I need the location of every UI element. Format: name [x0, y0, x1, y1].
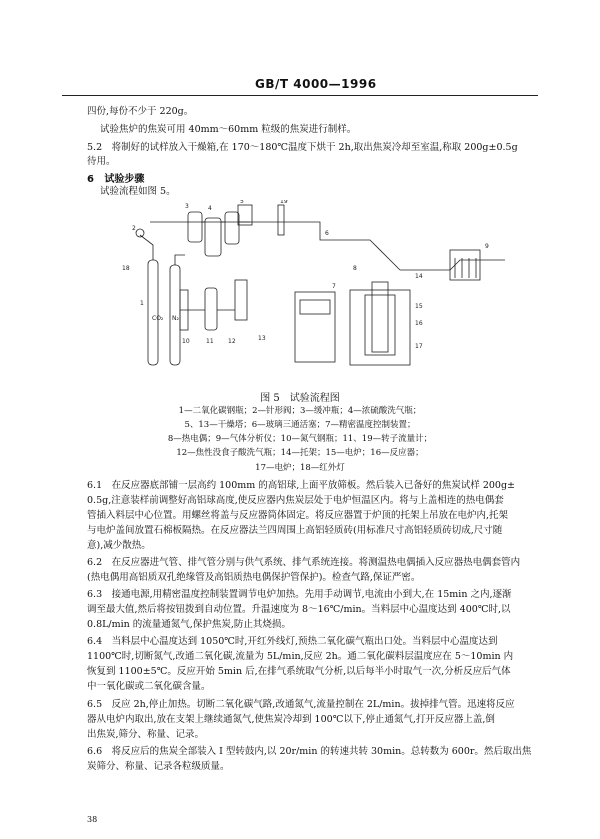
step-line: 6.4 当料层中心温度达到 1050℃时,开红外线灯,预热二氧化碳气瓶出口处。当料层中心温度达到: [87, 636, 498, 647]
legend-line: 17—电炉；18—红外灯: [255, 463, 345, 473]
legend-line: 8—热电偶；9—气体分析仪；10—氮气钢瓶；11、19—转子流量计；: [167, 434, 433, 444]
step-line: 0.8L/min 的流量通氮气,保护焦炭,防止其烧损。: [87, 619, 291, 630]
label-9: 9: [485, 243, 489, 250]
label-7: 7: [332, 283, 336, 290]
step-line: 0.5g,注意装样前调整好高铝球高度,使反应器内焦炭层处于电炉恒温区内。将与上盖相连的热电偶套: [87, 495, 504, 506]
legend-line: 1—二氧化碳钢瓶；2—针形阀；3—缓冲瓶；4—浓硫酸洗气瓶；: [178, 406, 422, 416]
label-15: 15: [415, 303, 423, 310]
step-line: 6.1 在反应器底部铺一层高约 100mm 的高铝球,上面平放筛板。然后装入已备好的焦炭试样 200g±: [87, 480, 516, 491]
step-line: 炭筛分、称量、记录各粒级质量。: [87, 761, 230, 772]
label-4: 4: [208, 205, 212, 212]
step-line: 恢复到 1100±5℃。反应开始 5min 后,在排气系统取气分析,以后每半小时取气一次,分析反应后气体: [87, 666, 511, 677]
label-6: 6: [325, 230, 329, 237]
step-line: 6.6 将反应后的焦炭全部装入 I 型转鼓内,以 20r/min 的转速共转 30min。总转数为 600r。然后取出焦: [87, 746, 532, 757]
figure-caption: 图 5 试验流程图: [260, 393, 340, 404]
paragraph-line: 试验焦炉的焦炭可用 40mm～60mm 粒级的焦炭进行制样。: [100, 124, 357, 135]
label-17: 17: [415, 343, 423, 350]
step-line: 1100℃时,切断氮气,改通二氧化碳,流量为 5L/min,反应 2h。通二氧化碳料层温度应在 5～10min 内: [87, 651, 514, 662]
page-number: 38: [87, 815, 98, 824]
step-line: 意),减少散热。: [87, 540, 151, 551]
step-line: 管插入料层中心位置。用螺丝将盖与反应器筒体固定。将反应器置于炉顶的托架上吊放在电炉内,托架: [87, 510, 509, 521]
label-19: 19: [280, 200, 288, 205]
label-13: 13: [258, 335, 266, 342]
label-2: 2: [132, 225, 136, 232]
section-number: 6: [87, 174, 94, 185]
label-10: 10: [182, 338, 190, 345]
label-1: 1: [140, 300, 144, 307]
label-n2: N₂: [172, 315, 179, 322]
flow-diagram: [110, 200, 510, 375]
paragraph-line: 5.2 将制好的试样放入干燥箱,在 170～180℃温度下烘干 2h,取出焦炭冷却至室温,称取 200g±0.5g: [87, 142, 518, 153]
step-line: 出焦炭,筛分、称量、记录。: [87, 729, 205, 740]
step-line: 器从电炉内取出,放在支架上继续通氮气,使焦炭冷却到 100℃以下,停止通氮气,打开反应器上盖,倒: [87, 714, 495, 725]
step-line: 6.5 反应 2h,停止加热。切断二氧化碳气路,改通氮气,流量控制在 2L/min。拔掉排气管。迅速将反应: [87, 699, 515, 710]
paragraph-line: 待用。: [87, 156, 116, 167]
step-line: (热电偶用高铝质双孔绝缘管及高铝质热电偶保护管保护)。检查气路,保证严密。: [87, 572, 421, 583]
label-12: 12: [228, 338, 236, 345]
label-16: 16: [415, 320, 423, 327]
label-8: 8: [353, 265, 357, 272]
header-rule: [62, 95, 538, 96]
legend-line: 12—焦性没食子酸洗气瓶；14—托架；15—电炉；16—反应器；: [176, 448, 424, 458]
label-5: 5: [240, 200, 244, 205]
label-3: 3: [185, 203, 189, 210]
step-line: 6.3 接通电源,用精密温度控制装置调节电炉加热。先用手动调节,电流由小到大,在 15min 之内,逐渐: [87, 589, 512, 600]
legend-line: 5、13—干燥塔；6—玻璃三通活塞；7—精密温度控制装置；: [184, 420, 416, 430]
section-intro: 试验流程如图 5。: [100, 186, 176, 197]
step-line: 6.2 在反应器进气管、排气管分别与供气系统、排气系统连接。将测温热电偶插入反应器热电偶套管内: [87, 557, 521, 568]
label-11: 11: [206, 338, 214, 345]
paragraph-line: 四份,每份不少于 220g。: [87, 106, 194, 117]
label-18: 18: [122, 265, 130, 272]
step-line: 调至最大值,然后将按钮拨到自动位置。升温速度为 8～16℃/min。当料层中心温度达到 400℃时,以: [87, 604, 511, 615]
step-line: 与电炉盖间放置石棉板隔热。在反应器法兰四周围上高铝轻质砖(用标准尺寸高铝轻质砖切成,尺寸随: [87, 525, 503, 536]
section-title: 试验步骤: [104, 174, 145, 185]
label-co2: CO₂: [152, 315, 164, 322]
standard-number: GB/T 4000—1996: [255, 77, 377, 91]
step-line: 中一氧化碳或二氧化碳含量。: [87, 681, 211, 692]
label-14: 14: [415, 273, 423, 280]
section-heading: [87, 170, 144, 185]
